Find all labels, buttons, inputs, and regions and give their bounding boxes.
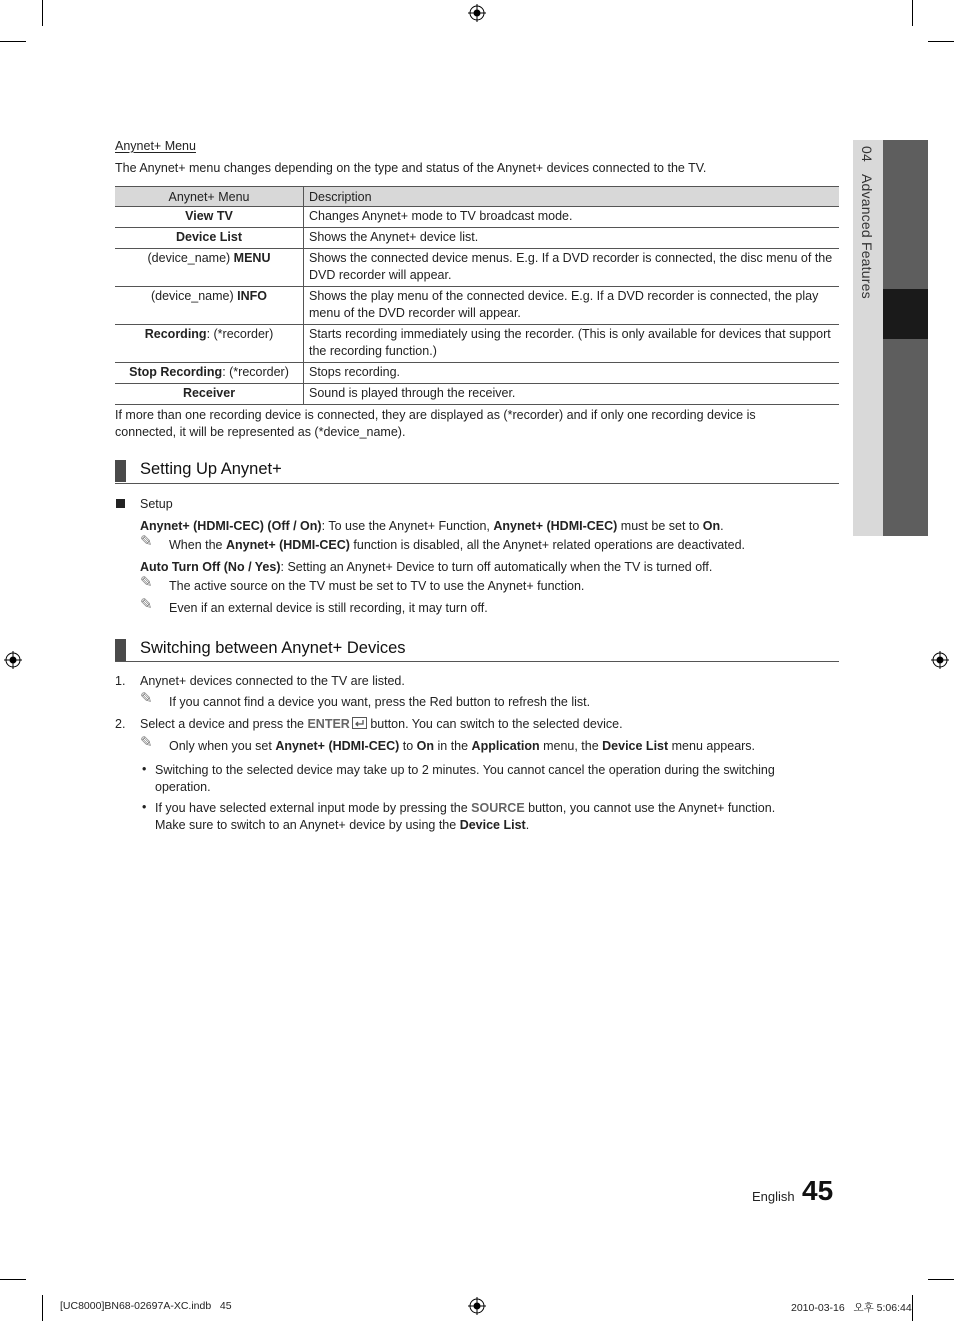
table-cell-description: Shows the play menu of the connected device. E.g. If a DVD recorder is connected, the play menu of the DVD recorder will appear. (304, 287, 840, 325)
table-cell-menu: (device_name) MENU (115, 249, 304, 287)
chapter-number: 04 (859, 146, 875, 162)
source-key-label: SOURCE (471, 801, 525, 815)
table-cell-menu: Recording: (*recorder) (115, 325, 304, 363)
heading-rule (115, 661, 839, 662)
enter-key-label: ENTER (307, 717, 350, 731)
crop-mark (42, 1295, 43, 1321)
bullet1-line1: Switching to the selected device may take up to 2 minutes. You cannot cancel the operation during the switching (155, 763, 775, 777)
note-pencil-icon: ✎ (140, 533, 153, 550)
bullet-dot-icon: • (142, 800, 147, 814)
chapter-title: Advanced Features (859, 173, 875, 299)
table-cell-menu: (device_name) INFO (115, 287, 304, 325)
bullet2-line2: Make sure to switch to an Anynet+ device by using the Device List. (155, 818, 530, 832)
heading-bar (115, 460, 126, 482)
recording-note-line1: If more than one recording device is connected, they are displayed as (*recorder) and if only one recording device is (115, 408, 756, 422)
heading-setting-up-anynet: Setting Up Anynet+ (140, 460, 282, 478)
crop-mark (42, 0, 43, 26)
heading-switching-devices: Switching between Anynet+ Devices (140, 639, 406, 657)
table-header-menu: Anynet+ Menu (115, 187, 304, 207)
bullet2-line1: If you have selected external input mode by pressing the SOURCE button, you cannot use the Anynet+ function. (155, 801, 776, 815)
table-row (115, 325, 839, 363)
table-row (115, 384, 839, 405)
note-pencil-icon: ✎ (140, 574, 153, 591)
table-cell-description: Stops recording. (304, 363, 840, 384)
registration-mark-icon (468, 1297, 486, 1315)
table-cell-description: Changes Anynet+ mode to TV broadcast mode. (304, 207, 840, 228)
recording-note-line2: connected, it will be represented as (*device_name). (115, 425, 406, 439)
step2-note: Only when you set Anynet+ (HDMI-CEC) to On in the Application menu, the Device List menu appears. (169, 739, 756, 753)
registration-mark-icon (4, 651, 22, 669)
note-pencil-icon: ✎ (140, 734, 153, 751)
table-cell-description: Shows the connected device menus. E.g. If a DVD recorder is connected, the disc menu of the DVD recorder will appear. (304, 249, 840, 287)
table-row (115, 207, 839, 228)
step-number: 1. (115, 674, 126, 688)
table-cell-description: Sound is played through the receiver. (304, 384, 840, 405)
table-cell-menu: View TV (115, 207, 304, 228)
step-number: 2. (115, 717, 126, 731)
table-cell-description: Shows the Anynet+ device list. (304, 228, 840, 249)
side-tab-block (883, 339, 928, 536)
side-tab-block (883, 140, 928, 289)
print-timestamp: 2010-03-16 오후 5:06:44 (791, 1302, 912, 1314)
registration-mark-icon (931, 651, 949, 669)
crop-mark (928, 41, 954, 42)
setup-item2-note2: Even if an external device is still recording, it may turn off. (169, 601, 488, 615)
table-row (115, 249, 839, 287)
heading-bar (115, 639, 126, 661)
anynet-menu-table (115, 186, 839, 405)
setup-item-auto-turn-off: Auto Turn Off (No / Yes): Setting an Anynet+ Device to turn off automatically when the TV is turned off. (140, 560, 713, 574)
setup-item2-note1: The active source on the TV must be set to TV to use the Anynet+ function. (169, 579, 585, 593)
table-header-row (115, 187, 839, 207)
anynet-menu-intro: The Anynet+ menu changes depending on the type and status of the Anynet+ devices connected to the TV. (115, 161, 707, 175)
setup-item-anynet-hdmi-cec: Anynet+ (HDMI-CEC) (Off / On): To use the Anynet+ Function, Anynet+ (HDMI-CEC) must be set to On. (140, 519, 724, 533)
crop-mark (912, 1295, 913, 1321)
table-row (115, 287, 839, 325)
footer-language: English (752, 1189, 795, 1204)
table-row (115, 228, 839, 249)
note-pencil-icon: ✎ (140, 690, 153, 707)
step2-text: Select a device and press the ENTER button. You can switch to the selected device. (140, 717, 623, 731)
crop-mark (0, 1279, 26, 1280)
crop-mark (0, 41, 26, 42)
registration-mark-icon (468, 4, 486, 22)
bullet1-line2: operation. (155, 780, 211, 794)
crop-mark (912, 0, 913, 26)
side-tab-label (859, 146, 875, 299)
side-tab-active-block (883, 289, 928, 339)
setup-item1-note: When the Anynet+ (HDMI-CEC) function is disabled, all the Anynet+ related operations are deactivated. (169, 538, 746, 552)
note-pencil-icon: ✎ (140, 596, 153, 613)
bullet-dot-icon: • (142, 762, 147, 776)
table-cell-description: Starts recording immediately using the recorder. (This is only available for devices that support the recording function.) (304, 325, 840, 363)
square-bullet-icon (116, 499, 125, 508)
heading-rule (115, 483, 839, 484)
file-info: [UC8000]BN68-02697A-XC.indb 45 (60, 1300, 232, 1312)
table-cell-menu: Stop Recording: (*recorder) (115, 363, 304, 384)
section-title-anynet-menu: Anynet+ Menu (115, 139, 196, 153)
table-cell-menu: Receiver (115, 384, 304, 405)
step1-text: Anynet+ devices connected to the TV are listed. (140, 674, 405, 688)
enter-key-icon (352, 717, 367, 729)
table-header-description: Description (304, 187, 840, 207)
step1-note: If you cannot find a device you want, press the Red button to refresh the list. (169, 695, 591, 709)
setup-label: Setup (140, 497, 173, 511)
table-row (115, 363, 839, 384)
crop-mark (928, 1279, 954, 1280)
table-cell-menu: Device List (115, 228, 304, 249)
page-number: 45 (802, 1175, 834, 1206)
